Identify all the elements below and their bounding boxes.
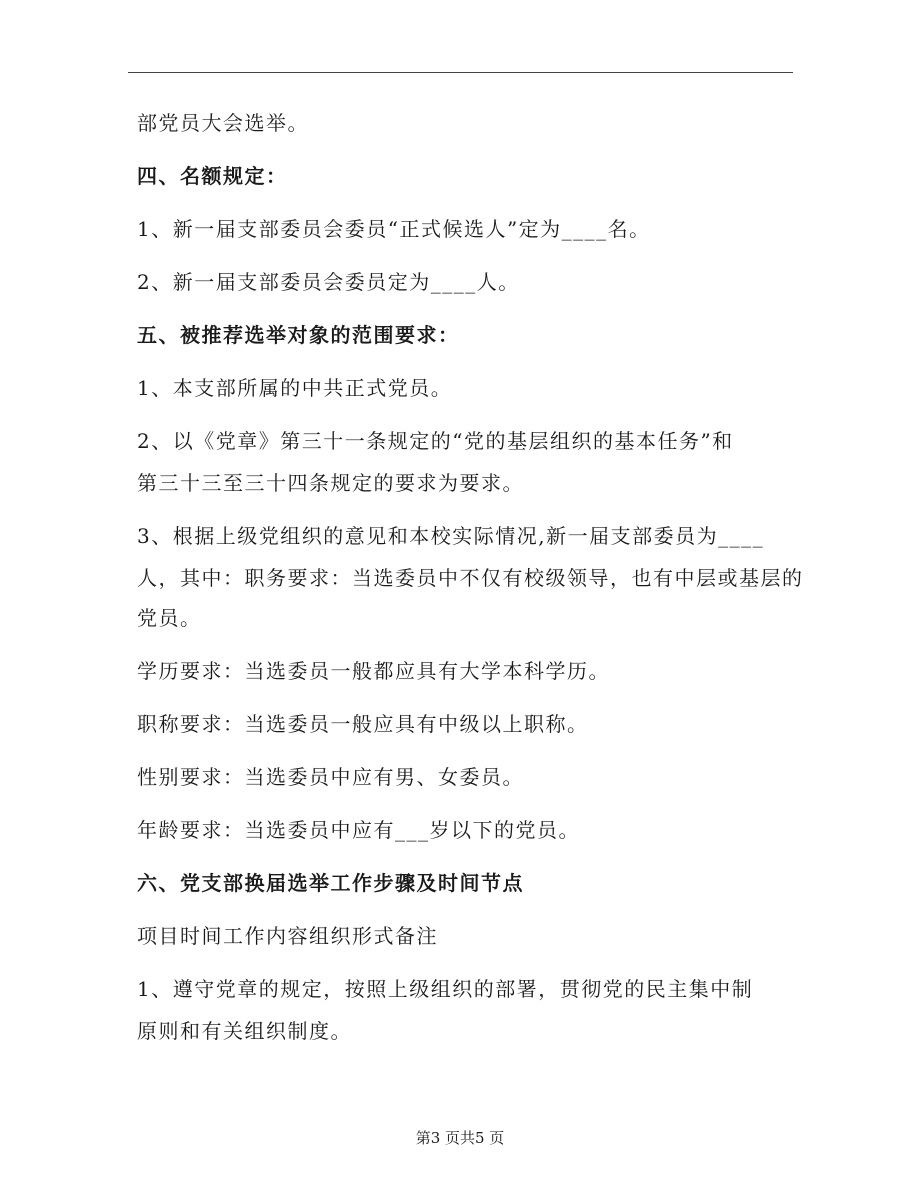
scope-item-3-line-3: 党员。 bbox=[137, 606, 202, 630]
scope-item-3-line-2: 人，其中：职务要求：当选委员中不仅有校级领导，也有中层或基层的 bbox=[137, 566, 804, 590]
scope-item-3-line-1: 3、根据上级党组织的意见和本校实际情况,新一届支部委员为____ bbox=[137, 524, 765, 548]
scope-item-2-line-2: 第三十三至三十四条规定的要求为要求。 bbox=[137, 471, 524, 495]
paragraph-continuation: 部党员大会选举。 bbox=[137, 111, 309, 135]
page-number: 第3 页共5 页 bbox=[415, 1129, 505, 1147]
section-heading-scope: 五、被推荐选举对象的范围要求： bbox=[137, 323, 460, 347]
header-rule bbox=[128, 72, 793, 73]
table-header-row: 项目时间工作内容组织形式备注 bbox=[137, 924, 438, 948]
scope-item-1: 1、本支部所属的中共正式党员。 bbox=[137, 376, 453, 400]
step-item-1-line-1: 1、遵守党章的规定，按照上级组织的部署，贯彻党的民主集中制 bbox=[137, 977, 754, 1001]
age-requirement: 年龄要求：当选委员中应有___岁以下的党员。 bbox=[137, 818, 580, 842]
scope-item-2-line-1: 2、以《党章》第三十一条规定的“党的基层组织的基本任务”和 bbox=[137, 429, 734, 453]
education-requirement: 学历要求：当选委员一般都应具有大学本科学历。 bbox=[137, 659, 610, 683]
quota-item-2: 2、新一届支部委员会委员定为____人。 bbox=[137, 270, 520, 294]
title-requirement: 职称要求：当选委员一般应具有中级以上职称。 bbox=[137, 712, 589, 736]
gender-requirement: 性别要求：当选委员中应有男、女委员。 bbox=[137, 765, 524, 789]
step-item-1-line-2: 原则和有关组织制度。 bbox=[137, 1019, 352, 1043]
quota-item-1: 1、新一届支部委员会委员“正式候选人”定为____名。 bbox=[137, 217, 651, 241]
section-heading-steps: 六、党支部换届选举工作步骤及时间节点 bbox=[137, 871, 524, 895]
section-heading-quota: 四、名额规定： bbox=[137, 164, 288, 188]
